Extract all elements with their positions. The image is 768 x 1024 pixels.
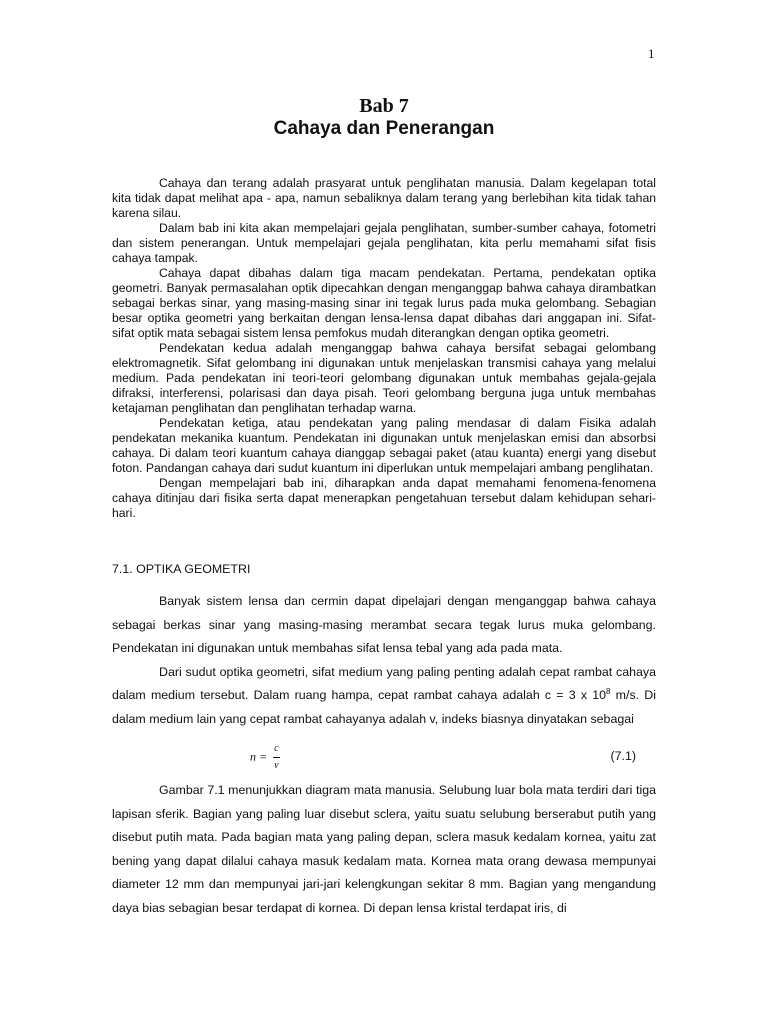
equation-number: (7.1): [610, 749, 636, 763]
section-body: [112, 590, 656, 920]
body-paragraph: Gambar 7.1 menunjukkan diagram mata manusia. Selubung luar bola mata terdiri dari tiga lapisan sferik. Bagian yang paling luar disebut sclera, yaitu suatu selubung berserabut putih yang disebut putih mata. Pada bagian mata yang paling depan, sclera masuk kedalam kornea, yaitu zat bening yang dapat dilalui cahaya masuk kedalam mata. Kornea mata orang dewasa mempunyai diameter 12 mm dan mempunyai jari-jari kelengkungan sekitar 8 mm. Bagian yang mengandung daya bias sebagian besar terdapat di kornea. Di depan lensa kristal terdapat iris, di: [112, 783, 656, 915]
body-paragraph: [112, 661, 656, 732]
equation-numerator: c: [273, 741, 279, 758]
intro-paragraph: Cahaya dapat dibahas dalam tiga macam pendekatan. Pertama, pendekatan optika geometri. Banyak permasalahan optik dipecahkan dengan menganggap bahwa cahaya dirambatkan sebagai berkas sinar, yang masing-masing sinar ini tegak lurus pada muka gelombang. Sebagian besar optika geometri yang berkaitan dengan lensa-lensa dapat dibahas dari anggapan ini. Sifat-sifat optik mata sebagai sistem lensa pemfokus mudah diterangkan dengan optika geometri.: [112, 266, 656, 340]
intro-paragraph: Dengan mempelajari bab ini, diharapkan anda dapat memahami fenomena-fenomena cahaya ditinjau dari fisika serta dapat menerapkan pengetahuan tersebut dalam kehidupan sehari-hari.: [112, 476, 656, 520]
chapter-label: Bab 7: [359, 95, 409, 117]
refractive-index-text: m/s. Di dalam medium lain yang cepat rambat cahayanya adalah v, indeks biasnya dinyatakan sebagai: [112, 688, 656, 726]
chapter-introduction: [112, 176, 656, 521]
speed-of-light-text: Dari sudut optika geometri, sifat medium yang paling penting adalah cepat rambat cahaya dalam medium tersebut. Dalam ruang hampa, cepat rambat cahaya adalah c = 3 x 10: [112, 664, 656, 702]
intro-paragraph: Cahaya dan terang adalah prasyarat untuk penglihatan manusia. Dalam kegelapan total kita tidak dapat melihat apa - apa, namun sebaliknya dalam terang yang berlebihan kita tidak tahan karena silau.: [112, 176, 656, 220]
section-heading: 7.1. OPTIKA GEOMETRI: [112, 562, 251, 576]
page-number: 1: [648, 46, 655, 61]
intro-paragraph: Pendekatan kedua adalah menganggap bahwa cahaya bersifat sebagai gelombang elektromagnetik. Sifat gelombang ini digunakan untuk menjelaskan transmisi cahaya yang melalui medium. Pada pendekatan ini teori-teori gelombang digunakan untuk membahas gejala-gejala difraksi, interferensi, polarisasi dan daya pisah. Teori gelombang berguna juga untuk membahas ketajaman penglihatan dan penglihatan terhadap warna.: [112, 341, 656, 415]
equation-row: [112, 733, 656, 779]
exponent: 8: [606, 686, 611, 696]
equation: [250, 741, 280, 774]
chapter-title: Cahaya dan Penerangan: [273, 118, 495, 139]
equation-lhs: n =: [250, 749, 268, 764]
body-paragraph: Banyak sistem lensa dan cermin dapat dipelajari dengan menganggap bahwa cahaya sebagai berkas sinar yang masing-masing merambat secara tegak lurus muka gelombang. Pendekatan ini digunakan untuk membahas sifat lensa tebal yang ada pada mata.: [112, 594, 656, 655]
equation-denominator: v: [274, 760, 279, 771]
intro-paragraph: Pendekatan ketiga, atau pendekatan yang paling mendasar di dalam Fisika adalah pendekatan mekanika kuantum. Pendekatan ini digunakan untuk menjelaskan emisi dan absorbsi cahaya. Di dalam teori kuantum cahaya dianggap sebagai paket (atau kuanta) energi yang disebut foton. Pandangan cahaya dari sudut kuantum ini diperlukan untuk mempelajari ambang penglihatan.: [112, 416, 656, 475]
intro-paragraph: Dalam bab ini kita akan mempelajari gejala penglihatan, sumber-sumber cahaya, fotometri dan sistem penerangan. Untuk mempelajari gejala penglihatan, kita perlu memahami sifat fisis cahaya tampak.: [112, 221, 656, 265]
equation-fraction: [273, 741, 279, 774]
